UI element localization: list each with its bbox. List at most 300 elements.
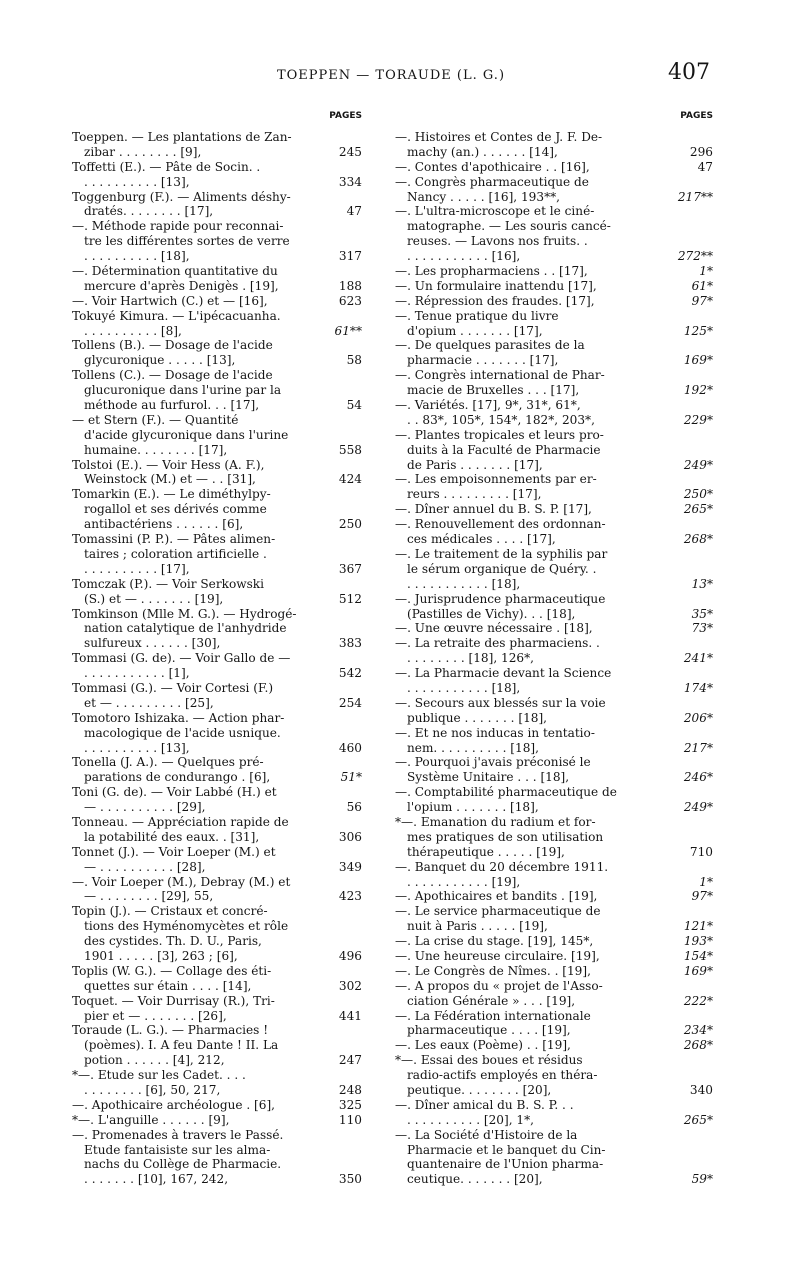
index-entry-line (395, 1083, 713, 1098)
index-entry-line (395, 264, 713, 279)
entry-text: mes pratiques de son utilisation (407, 829, 604, 844)
entry-text: Tonnet (J.). — Voir Loeper (M.) et (72, 844, 276, 859)
entry-page-number: 542 (338, 666, 362, 681)
entry-text: ceutique. . . . . . . [20], (407, 1172, 543, 1187)
entry-page-number: 268* (683, 532, 713, 547)
entry-page-number: 58 (346, 353, 362, 368)
entry-text: tre les différentes sortes de verre (84, 234, 290, 249)
entry-text: (poèmes). I. A feu Dante ! II. La (84, 1038, 279, 1053)
entry-page-number: 296 (689, 144, 713, 159)
entry-text: Toplis (W. G.). — Collage des éti- (72, 963, 272, 978)
entry-text: thérapeutique . . . . . [19], (407, 844, 565, 859)
entry-text: —. La crise du stage. [19], 145*, (395, 934, 594, 949)
entry-page-number: 154* (683, 948, 713, 963)
index-entry-line (72, 785, 362, 800)
index-entry-line (395, 979, 713, 994)
entry-page-number: 169* (683, 353, 713, 368)
index-entry-line (72, 1009, 362, 1024)
entry-text: —. Détermination quantitative du (72, 264, 278, 279)
entry-page-number: 35* (691, 606, 713, 621)
entry-text: Etude fantaisiste sur les alma- (84, 1142, 271, 1157)
index-entry-line (72, 130, 362, 145)
index-entry-line (72, 979, 362, 994)
index-entry (72, 338, 362, 368)
entry-text: . . . . . . . . . . [13], (84, 174, 190, 189)
entry-page-number: 193* (683, 934, 713, 949)
page-number: 407 (668, 60, 710, 85)
entry-page-number: 245 (338, 144, 362, 159)
entry-page-number: 51* (340, 770, 362, 785)
index-entry-line (395, 741, 713, 756)
index-entry-line (395, 1172, 713, 1187)
entry-text: Tomassini (P. P.). — Pâtes alimen- (72, 532, 276, 547)
index-entry (395, 204, 713, 264)
entry-page-number: 56 (346, 800, 362, 815)
entry-text: Toeppen. — Les plantations de Zan- (72, 130, 292, 144)
entry-text: rogallol et ses dérivés comme (84, 502, 267, 517)
index-entry (72, 532, 362, 577)
index-entry-line (395, 130, 713, 145)
index-entry-line (395, 309, 713, 324)
entry-text: —. Voir Hartwich (C.) et — [16], (72, 293, 268, 308)
entry-text: Toffetti (E.). — Pâte de Socin. . (72, 159, 261, 174)
entry-text: —. Histoires et Contes de J. F. De- (395, 130, 603, 144)
index-entry-line (72, 934, 362, 949)
entry-text: glucuronique dans l'urine par la (84, 383, 282, 398)
index-entry (72, 219, 362, 264)
entry-text: Topin (J.). — Cristaux et concré- (72, 904, 268, 919)
entry-page-number: 54 (346, 398, 362, 413)
entry-page-number: 61** (334, 323, 362, 338)
entry-page-number: 61* (691, 278, 713, 293)
index-entry-line (72, 219, 362, 234)
index-entry-line (395, 398, 713, 413)
entry-page-number: 188 (338, 278, 362, 293)
index-entry-line (395, 934, 713, 949)
entry-text: Weinstock (M.) et — . . [31], (84, 472, 256, 487)
index-entry-line (395, 1113, 713, 1128)
index-entry-line (395, 815, 713, 830)
index-entry-line (395, 785, 713, 800)
entry-page-number: 250 (338, 517, 362, 532)
entry-text: Toni (G. de). — Voir Labbé (H.) et (72, 785, 277, 800)
index-entry-line (395, 458, 713, 473)
entry-text: . . 83*, 105*, 154*, 182*, 203*, (407, 412, 595, 427)
entry-text: . . . . . . . . . . . [18], (407, 680, 521, 695)
entry-text: des cystides. Th. D. U., Paris, (84, 934, 262, 949)
entry-text: —. Promenades à travers le Passé. (72, 1127, 284, 1142)
index-entry-line (72, 458, 362, 473)
entry-text: — et Stern (F.). — Quantité (72, 412, 239, 427)
entry-page-number: 121* (683, 919, 713, 934)
entry-page-number: 334 (338, 174, 362, 189)
entry-text: Toquet. — Voir Durrisay (R.), Tri- (72, 993, 275, 1008)
index-entry-line (72, 815, 362, 830)
entry-text: —. Apothicaire archéologue . [6], (72, 1097, 276, 1112)
entry-page-number: 383 (338, 636, 362, 651)
entry-text: Tollens (C.). — Dosage de l'acide (72, 368, 273, 383)
index-entry-line (395, 249, 713, 264)
entry-text: —. Secours aux blessés sur la voie (395, 695, 606, 710)
index-entry-line (72, 279, 362, 294)
index-entry-line (72, 666, 362, 681)
entry-text: dratés. . . . . . . . [17], (84, 204, 214, 219)
index-entry-line (72, 592, 362, 607)
index-entry (395, 547, 713, 592)
entry-page-number: 59* (691, 1172, 713, 1187)
index-entries-left (72, 130, 362, 1187)
index-entry (395, 428, 713, 473)
index-entry-line (395, 324, 713, 339)
entry-text: reurs . . . . . . . . . [17], (407, 487, 542, 502)
index-entry (395, 815, 713, 860)
index-entry-line (395, 964, 713, 979)
index-entry-line (395, 860, 713, 875)
entry-page-number: 325 (338, 1097, 362, 1112)
index-entry (395, 502, 713, 517)
entry-text: —. La Société d'Histoire de la (395, 1127, 578, 1142)
entry-text: zibar . . . . . . . . [9], (84, 144, 202, 159)
entry-page-number: 217** (677, 189, 713, 204)
pages-column-heading: PAGES (329, 111, 362, 121)
index-entry (72, 904, 362, 964)
index-entry-line (72, 294, 362, 309)
index-entry (395, 964, 713, 979)
entry-page-number: 349 (338, 859, 362, 874)
index-entry-line (395, 517, 713, 532)
entry-text: *—. L'anguille . . . . . . [9], (72, 1112, 230, 1127)
entry-text: antibactériens . . . . . . [6], (84, 517, 244, 532)
entry-text: (S.) et — . . . . . . . [19], (84, 591, 224, 606)
index-entry-line (72, 726, 362, 741)
entry-text: —. Comptabilité pharmaceutique de (395, 785, 617, 800)
index-entry-line (72, 577, 362, 592)
index-entry-line (72, 145, 362, 160)
entry-text: 1901 . . . . . [3], 263 ; [6], (84, 948, 238, 963)
entry-page-number: 1* (699, 264, 713, 279)
index-entry (395, 755, 713, 785)
index-entry-line (395, 1009, 713, 1024)
index-entry (395, 338, 713, 368)
entry-text: quantenaire de l'Union pharma- (407, 1157, 604, 1172)
index-entry (395, 175, 713, 205)
index-entry (72, 994, 362, 1024)
entry-text: pharmaceutique . . . . [19], (407, 1023, 571, 1038)
entry-text: Tomkinson (Mlle M. G.). — Hydrogé- (72, 606, 297, 621)
index-entry-line (72, 204, 362, 219)
index-entry-line (72, 1157, 362, 1172)
entry-page-number: 272** (677, 249, 713, 264)
entry-text: —. Banquet du 20 décembre 1911. (395, 859, 609, 874)
entry-text: —. Voir Loeper (M.), Debray (M.) et (72, 874, 291, 889)
index-entry (72, 875, 362, 905)
index-entry-line (395, 1053, 713, 1068)
entry-page-number: 97* (691, 889, 713, 904)
index-entry (72, 413, 362, 458)
index-entry (395, 979, 713, 1009)
entry-text: —. Le service pharmaceutique de (395, 904, 601, 919)
entry-page-number: 249* (683, 800, 713, 815)
entry-text: ciation Générale » . . . [19], (407, 993, 576, 1008)
entry-text: tions des Hyménomycètes et rôle (84, 919, 289, 934)
entry-text: —. La Fédération internationale (395, 1008, 591, 1023)
index-entry-line (72, 487, 362, 502)
entry-page-number: 302 (338, 978, 362, 993)
index-entry (72, 1098, 362, 1113)
index-entry (395, 1053, 713, 1098)
entry-text: Tonella (J. A.). — Quelques pré- (72, 755, 264, 770)
index-entry (72, 681, 362, 711)
entry-text: —. Et ne nos inducas in tentatio- (395, 725, 595, 740)
index-entry-line (395, 651, 713, 666)
index-entry (72, 1113, 362, 1128)
index-entry-line (72, 1098, 362, 1113)
entry-text: —. Les empoisonnements par er- (395, 472, 597, 487)
entry-page-number: 206* (683, 710, 713, 725)
index-entry-line (72, 443, 362, 458)
index-entry-line (395, 666, 713, 681)
entry-page-number: 265* (683, 502, 713, 517)
entry-text: —. Une œuvre nécessaire . [18], (395, 621, 593, 636)
index-entry-line (395, 219, 713, 234)
index-entry-line (72, 309, 362, 324)
entry-page-number: 268* (683, 1038, 713, 1053)
index-entry (395, 636, 713, 666)
entry-text: le sérum organique de Quéry. . (407, 561, 597, 576)
index-entry-line (72, 160, 362, 175)
index-entry-line (395, 234, 713, 249)
entry-text: —. Pourquoi j'avais préconisé le (395, 755, 591, 770)
entry-text: quettes sur étain . . . . [14], (84, 978, 252, 993)
index-entry-line (72, 964, 362, 979)
index-entry-line (395, 1128, 713, 1143)
entry-page-number: 558 (338, 442, 362, 457)
entry-text: d'opium . . . . . . . [17], (407, 323, 543, 338)
index-entry (72, 577, 362, 607)
index-entry (395, 860, 713, 890)
entry-page-number: 496 (338, 948, 362, 963)
index-entry-line (72, 1172, 362, 1187)
entry-text: d'acide glycuronique dans l'urine (84, 427, 289, 442)
index-entry (395, 279, 713, 294)
entry-text: —. Contes d'apothicaire . . [16], (395, 159, 590, 174)
entry-page-number: 222* (683, 993, 713, 1008)
entry-page-number: 110 (338, 1112, 362, 1127)
index-entry-line (72, 607, 362, 622)
entry-text: la potabilité des eaux. . [31], (84, 829, 260, 844)
index-entry (395, 785, 713, 815)
index-entry-line (395, 472, 713, 487)
entry-text: Tomczak (P.). — Voir Serkowski (72, 576, 264, 591)
index-entry-line (395, 338, 713, 353)
index-entry-line (72, 190, 362, 205)
index-entry-line (72, 651, 362, 666)
entry-page-number: 241* (683, 651, 713, 666)
index-entry-line (395, 681, 713, 696)
index-entry-line (395, 904, 713, 919)
entry-text: . . . . . . . . . . [20], 1*, (407, 1112, 534, 1127)
index-entry (72, 964, 362, 994)
index-column-left (72, 111, 362, 1187)
running-header (72, 60, 710, 90)
entry-page-number: 247 (338, 1053, 362, 1068)
entry-text: Toggenburg (F.). — Aliments déshy- (72, 189, 291, 204)
entry-text: mercure d'après Denigès . [19], (84, 278, 279, 293)
entry-page-number: 441 (338, 1008, 362, 1023)
index-entry (72, 368, 362, 413)
entry-page-number: 97* (691, 293, 713, 308)
entry-text: nuit à Paris . . . . . [19], (407, 919, 548, 934)
index-entry-line (395, 532, 713, 547)
entry-text: taires ; coloration artificielle . (84, 546, 267, 561)
pages-column-heading: PAGES (680, 111, 713, 121)
entry-text: Tomotoro Ishizaka. — Action phar- (72, 710, 285, 725)
entry-page-number: 250* (683, 487, 713, 502)
index-entries-right (395, 130, 713, 1187)
index-entry-line (72, 1053, 362, 1068)
entry-text: méthode au furfurol. . . [17], (84, 398, 260, 413)
index-entry (395, 309, 713, 339)
entry-page-number: 265* (683, 1112, 713, 1127)
index-entry-line (395, 413, 713, 428)
entry-text: ces médicales . . . . [17], (407, 532, 556, 547)
index-entry (72, 190, 362, 220)
index-entry (395, 889, 713, 904)
entry-text: pier et — . . . . . . . [26], (84, 1008, 227, 1023)
index-entry (72, 294, 362, 309)
index-entry (395, 904, 713, 934)
entry-text: humaine. . . . . . . . [17], (84, 442, 228, 457)
entry-text: reuses. — Lavons nos fruits. . (407, 234, 588, 249)
entry-text: . . . . . . . . . . . [18], (407, 576, 521, 591)
entry-text: — . . . . . . . . [29], 55, (84, 889, 214, 904)
entry-text: —. Dîner annuel du B. S. P. [17], (395, 502, 592, 517)
entry-text: Pharmacie et le banquet du Cin- (407, 1142, 606, 1157)
index-entry-line (395, 443, 713, 458)
entry-text: (Pastilles de Vichy). . . [18], (407, 606, 576, 621)
entry-text: glycuronique . . . . . [13], (84, 353, 236, 368)
index-entry-line (72, 711, 362, 726)
index-entry-line (395, 383, 713, 398)
entry-page-number: 254 (338, 695, 362, 710)
index-entry (395, 621, 713, 636)
entry-text: Tonneau. — Appréciation rapide de (72, 814, 289, 829)
index-entry-line (395, 845, 713, 860)
index-entry-line (395, 919, 713, 934)
index-entry (72, 160, 362, 190)
index-entry-line (72, 428, 362, 443)
index-entry-line (72, 368, 362, 383)
index-entry (72, 1068, 362, 1098)
index-entry (395, 1038, 713, 1053)
index-entry-line (72, 383, 362, 398)
entry-text: Toraude (L. G.). — Pharmacies ! (72, 1023, 269, 1038)
entry-text: —. Renouvellement des ordonnan- (395, 517, 606, 532)
index-entry-line (72, 1068, 362, 1083)
index-entry-line (395, 145, 713, 160)
entry-page-number: 423 (338, 889, 362, 904)
entry-text: Tolstoi (E.). — Voir Hess (A. F.), (72, 457, 265, 472)
index-entry-line (395, 279, 713, 294)
index-entry (395, 264, 713, 279)
entry-text: nation catalytique de l'anhydride (84, 621, 287, 636)
index-entry-line (395, 830, 713, 845)
entry-text: l'opium . . . . . . . [18], (407, 800, 539, 815)
index-entry-line (395, 711, 713, 726)
entry-text: —. Une heureuse circulaire. [19], (395, 948, 600, 963)
index-entry-line (395, 875, 713, 890)
index-entry (395, 517, 713, 547)
index-entry (395, 666, 713, 696)
entry-page-number: 13* (691, 576, 713, 591)
entry-text: —. Plantes tropicales et leurs pro- (395, 427, 604, 442)
index-entry-line (72, 800, 362, 815)
entry-text: —. Méthode rapide pour reconnai- (72, 219, 284, 234)
index-entry (395, 1009, 713, 1039)
index-entry-line (72, 875, 362, 890)
index-entry-line (395, 889, 713, 904)
entry-text: —. Répression des fraudes. [17], (395, 293, 595, 308)
entry-text: *—. Emanation du radium et for- (395, 814, 596, 829)
entry-page-number: 367 (338, 561, 362, 576)
entry-text: publique . . . . . . . [18], (407, 710, 548, 725)
index-entry-line (395, 636, 713, 651)
entry-text: —. Apothicaires et bandits . [19], (395, 889, 598, 904)
index-entry-line (72, 741, 362, 756)
entry-text: matographe. — Les souris cancé- (407, 219, 611, 234)
index-column-right (395, 111, 713, 1187)
index-entry-line (72, 264, 362, 279)
index-entry-line (72, 755, 362, 770)
index-entry-line (395, 353, 713, 368)
index-entry-line (72, 353, 362, 368)
index-entry-line (72, 1083, 362, 1098)
index-entry (72, 607, 362, 652)
index-entry-line (395, 726, 713, 741)
index-entry-line (395, 547, 713, 562)
entry-page-number: 169* (683, 963, 713, 978)
entry-text: —. Dîner amical du B. S. P. . . (395, 1097, 574, 1112)
index-entry-line (72, 1113, 362, 1128)
entry-text: — . . . . . . . . . . [29], (84, 800, 206, 815)
index-entry (395, 934, 713, 949)
index-entry-line (395, 1157, 713, 1172)
entry-text: . . . . . . . . . . . [19], (407, 874, 521, 889)
index-entry (72, 264, 362, 294)
index-entry (395, 472, 713, 502)
index-entry-line (395, 294, 713, 309)
entry-text: —. Le traitement de la syphilis par (395, 546, 608, 561)
index-entry-line (395, 1068, 713, 1083)
index-entry-line (395, 755, 713, 770)
entry-text: . . . . . . . . . . . [16], (407, 249, 521, 264)
index-entry-line (395, 994, 713, 1009)
entry-text: parations de condurango . [6], (84, 770, 271, 785)
index-entry (395, 592, 713, 622)
index-entry-line (72, 175, 362, 190)
entry-text: —. Un formulaire inattendu [17], (395, 278, 597, 293)
entry-text: peutique. . . . . . . . [20], (407, 1083, 552, 1097)
index-entry-line (72, 1128, 362, 1143)
index-entry-line (72, 696, 362, 711)
entry-text: nachs du Collège de Pharmacie. (84, 1157, 282, 1172)
entry-page-number: 340 (689, 1083, 713, 1097)
entry-page-number: 246* (683, 770, 713, 785)
index-entry-line (72, 338, 362, 353)
entry-text: —. La retraite des pharmaciens. . (395, 636, 600, 651)
entry-text: macie de Bruxelles . . . [17], (407, 383, 580, 398)
index-entry (72, 785, 362, 815)
